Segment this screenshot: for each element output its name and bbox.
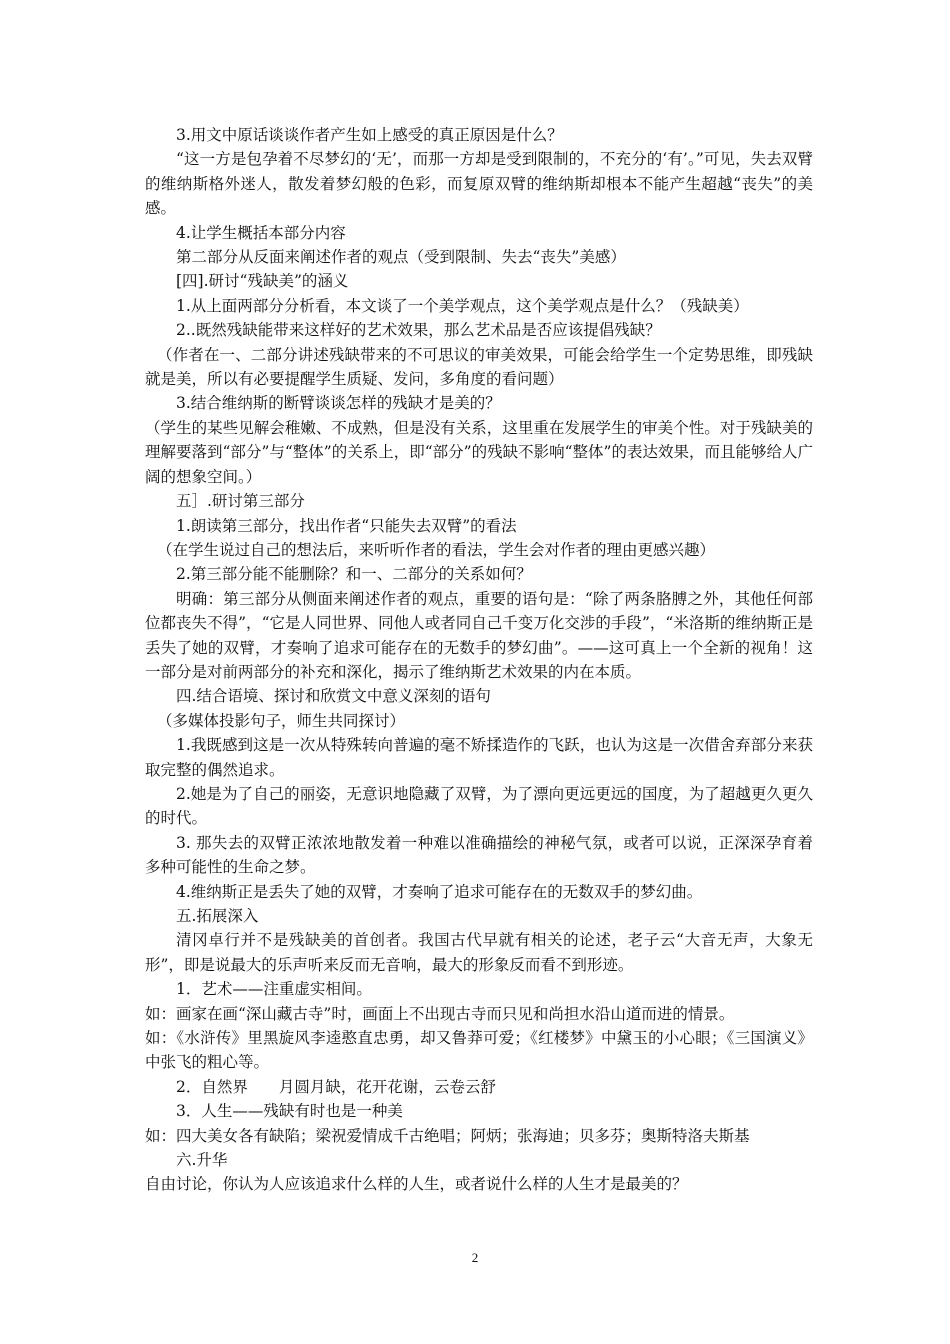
paragraph: 2．自然界 月圆月缺，花开花谢，云卷云舒	[176, 1077, 496, 1096]
paragraph: 2.第三部分能不能删除？和一、二部分的关系如何？	[176, 565, 532, 584]
paragraph: 3．人生——残缺有时也是一种美	[176, 1102, 403, 1121]
document-body	[145, 123, 813, 1197]
paragraph: 明确：第三部分从侧面来阐述作者的观点，重要的语句是：“除了两条胳膊之外，其他任何部位都丧失不得”，“它是人同世界、同他人或者同自己千变万化交涉的手段”，“米洛斯的维纳斯正是丢失了她的双臂，才奏响了追求可能存在的无数手的梦幻曲”。——这可真上一个全新的视角！这一部分是对前两部分的补充和深化，揭示了维纳斯艺术效果的内在本质。	[145, 589, 813, 681]
paragraph: （在学生说过自己的想法后，来听听作者的看法，学生会对作者的理由更感兴趣）	[157, 540, 716, 559]
paragraph: 4.让学生概括本部分内容	[176, 223, 346, 242]
section-heading: 五］.研讨第三部分	[176, 492, 305, 511]
paragraph: 3.用文中原话谈谈作者产生如上感受的真正原因是什么？	[176, 126, 563, 144]
paragraph: 如：四大美女各有缺陷；梁祝爱情成千古绝唱；阿炳；张海迪；贝多芬；奥斯特洛夫斯基	[145, 1126, 750, 1145]
paragraph: 3. 那失去的双臂正浓浓地散发着一种难以准确描绘的神秘气氛，或者可以说，正深深孕育着多种可能性的生命之梦。	[145, 833, 813, 877]
paragraph: 1.朗读第三部分，找出作者“只能失去双臂”的看法	[176, 516, 517, 535]
paragraph: 清冈卓行并不是残缺美的首创者。我国古代早就有相关的论述，老子云“大音无声，大象无形”，即是说最大的乐声听来反而无音响，最大的形象反而看不到形迹。	[145, 931, 813, 974]
paragraph: 1.从上面两部分分析看，本文谈了一个美学观点，这个美学观点是什么？（残缺美）	[176, 296, 749, 315]
paragraph: 如：《水浒传》里黑旋风李逵憨直忠勇，却又鲁莽可爱；《红楼梦》中黛玉的小心眼；《三国演义》中张飞的粗心等。	[145, 1029, 813, 1072]
paragraph: 3.结合维纳斯的断臂谈谈怎样的残缺才是美的？	[176, 394, 501, 413]
paragraph: 第二部分从反面来阐述作者的观点（受到限制、失去“丧失”美感）	[176, 248, 626, 267]
paragraph: 2..既然残缺能带来这样好的艺术效果，那么艺术品是否应该提倡残缺？	[176, 321, 661, 340]
paragraph: 如：画家在画“深山藏古寺”时，画面上不出现古寺而只见和尚担水沿山道而进的情景。	[145, 1004, 735, 1023]
paragraph: 4.维纳斯正是丢失了她的双臂，才奏响了追求可能存在的无数双手的梦幻曲。	[176, 882, 703, 901]
paragraph: 1．艺术——注重虚实相间。	[176, 980, 372, 999]
paragraph: 1.我既感到这是一次从特殊转向普遍的毫不矫揉造作的飞跃，也认为这是一次借舍弃部分来获取完整的偶然追求。	[145, 736, 813, 779]
paragraph: （多媒体投影句子，师生共同探讨）	[157, 711, 406, 730]
paragraph: 自由讨论，你认为人应该追求什么样的人生，或者说什么样的人生才是最美的？	[145, 1175, 688, 1194]
paragraph: 2.她是为了自己的丽姿，无意识地隐藏了双臂，为了漂向更远更远的国度，为了超越更久更久的时代。	[145, 784, 813, 828]
section-heading: 六.升华	[176, 1151, 228, 1170]
section-heading: 五.拓展深入	[176, 907, 259, 925]
paragraph: （学生的某些见解会稚嫩、不成熟，但是没有关系，这里重在发展学生的审美个性。对于残缺美的理解要落到“部分”与“整体”的关系上，即“部分”的残缺不影响“整体”的表达效果，而且能够给人广阔的想象空间。）	[145, 418, 813, 486]
section-heading: [四].研讨“残缺美”的涵义	[176, 272, 349, 291]
paragraph: “这一方是包孕着不尽梦幻的‘无’，而那一方却是受到限制的，不充分的‘有’。”可见，失去双臂的维纳斯格外迷人，散发着梦幻般的色彩，而复原双臂的维纳斯却根本不能产生超越“丧失”的美感。	[145, 150, 813, 218]
section-heading: 四.结合语境、探讨和欣赏文中意义深刻的语句	[176, 687, 491, 706]
paragraph: （作者在一、二部分讲述残缺带来的不可思议的审美效果，可能会给学生一个定势思维，即残缺就是美，所以有必要提醒学生质疑、发问，多角度的看问题）	[145, 345, 813, 389]
page-number: 2	[471, 1250, 479, 1265]
